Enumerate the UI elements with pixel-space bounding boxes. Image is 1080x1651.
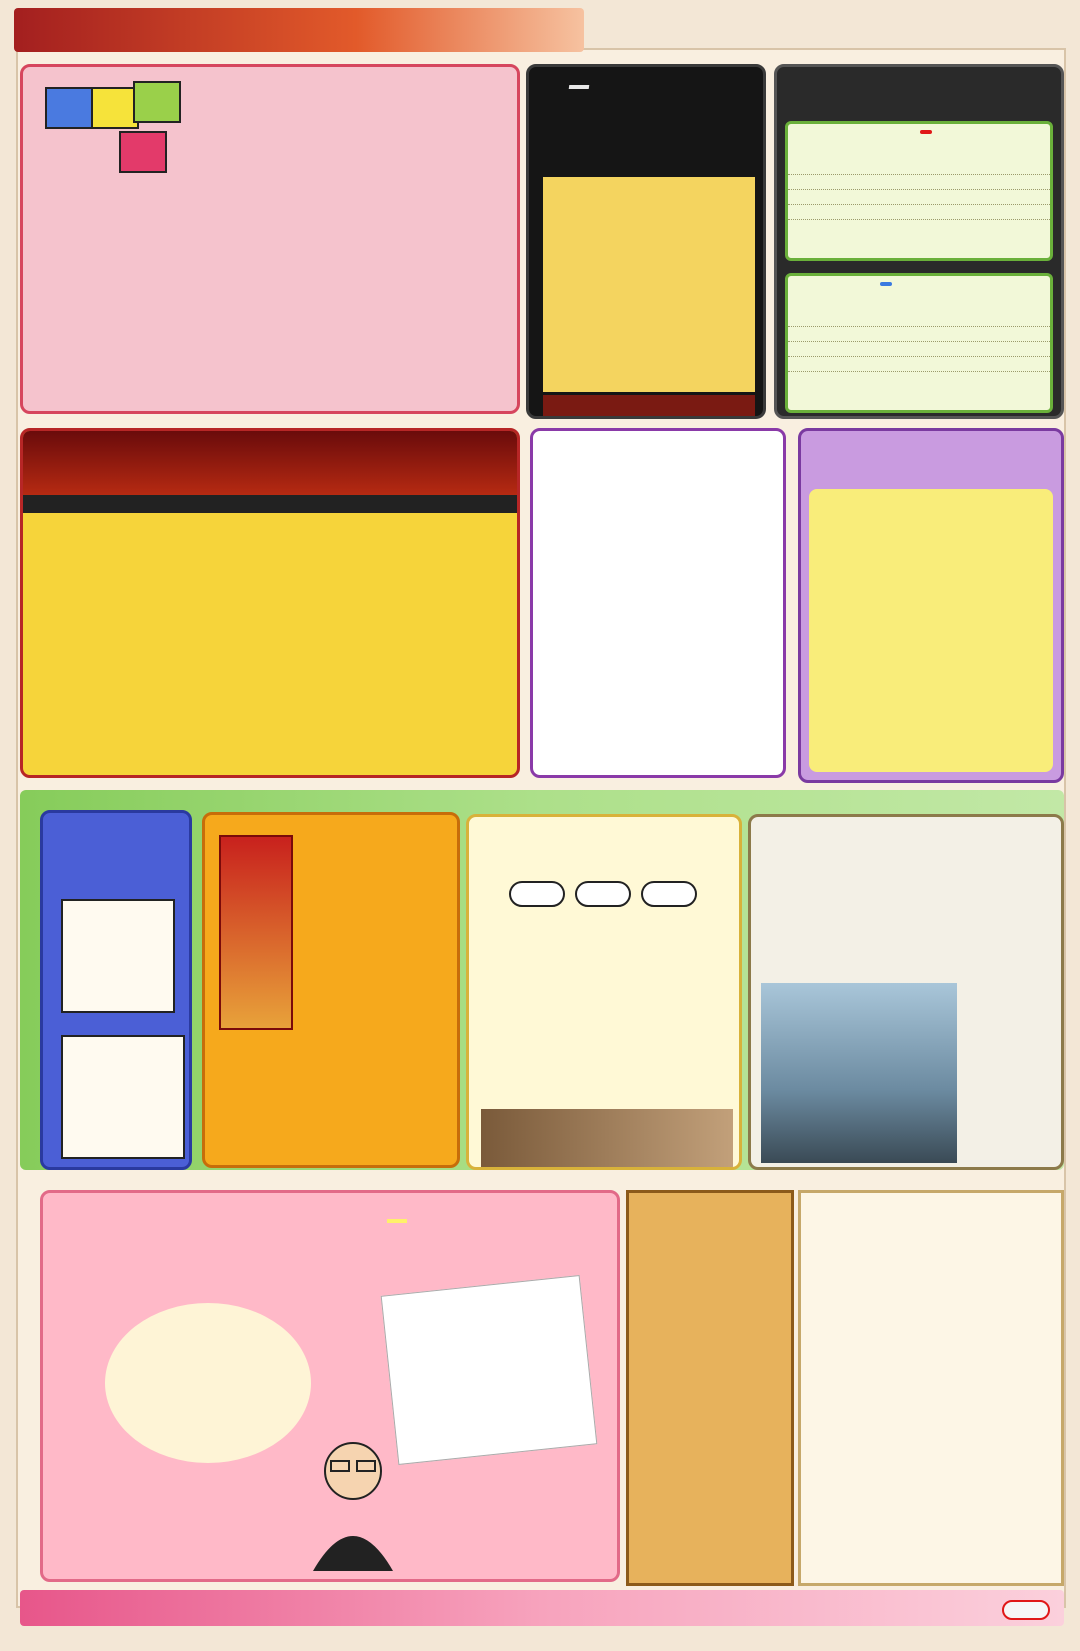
monk-bubble [105,1303,311,1463]
special-box-2 [785,273,1053,413]
faces-header-bottom [629,1389,791,1405]
machine-side-text [963,987,1059,1163]
bigsmall-text [481,945,727,1085]
seek-panel [798,1190,1064,1586]
special-row [788,175,1050,190]
logo-tile [91,87,139,129]
logo-tile [119,131,167,173]
machine-panel [748,814,1064,1170]
reply-text [33,217,507,403]
spirit-content [543,177,755,392]
page-badge [1002,1600,1050,1620]
king-header [23,431,517,495]
fortune-panel [202,812,460,1168]
seek-text [811,1237,1051,1317]
special-row [788,160,1050,175]
header-bar [14,8,584,52]
spirit-title [569,85,590,89]
special-row [788,205,1050,220]
fortune-text [215,1037,447,1147]
celebrity-photo [761,983,957,1163]
yin-yang-pill [641,881,697,907]
letter-text [179,75,507,205]
machine-text [761,883,1051,983]
logo-tile [45,87,93,129]
monk-card [381,1275,598,1465]
special-row [788,342,1050,357]
email-logo [45,81,167,201]
yin-yang-pill [575,881,631,907]
monk-panel [40,1190,620,1582]
footer-bar [20,1590,1064,1626]
diary-text [547,513,773,755]
king-mailbox-panel [20,428,520,778]
sudoku-panel [40,810,192,1170]
special-box-1 [785,121,1053,261]
king-body [37,521,503,769]
faces-header-top [629,1195,791,1211]
logo-tile [133,81,181,123]
yin-yang-pills [509,881,697,907]
special-row [788,190,1050,205]
special-row [788,327,1050,342]
bigsmall-image [481,1109,733,1167]
sudoku-grid-answer [61,1035,185,1159]
sudoku-grid-puzzle [61,899,175,1013]
ma-content [809,489,1053,772]
special-row [788,357,1050,372]
seek-figures [811,1503,1057,1583]
ma-panel [798,428,1064,783]
fortune-god-image [219,835,293,1030]
monk-sign [387,1219,407,1223]
email-panel [20,64,520,414]
king-subtitle [23,495,517,513]
diary-panel [530,428,786,778]
faces-panel [626,1190,794,1586]
yin-yang-pill [509,881,565,907]
monk-figure-icon [293,1421,413,1571]
special-tag [920,130,932,134]
new-picks-panel [774,64,1064,419]
bigsmall-panel [466,814,742,1170]
special-row [788,312,1050,327]
spirit-panel [526,64,766,419]
special-tag [880,282,892,286]
spirit-footer [543,395,755,417]
